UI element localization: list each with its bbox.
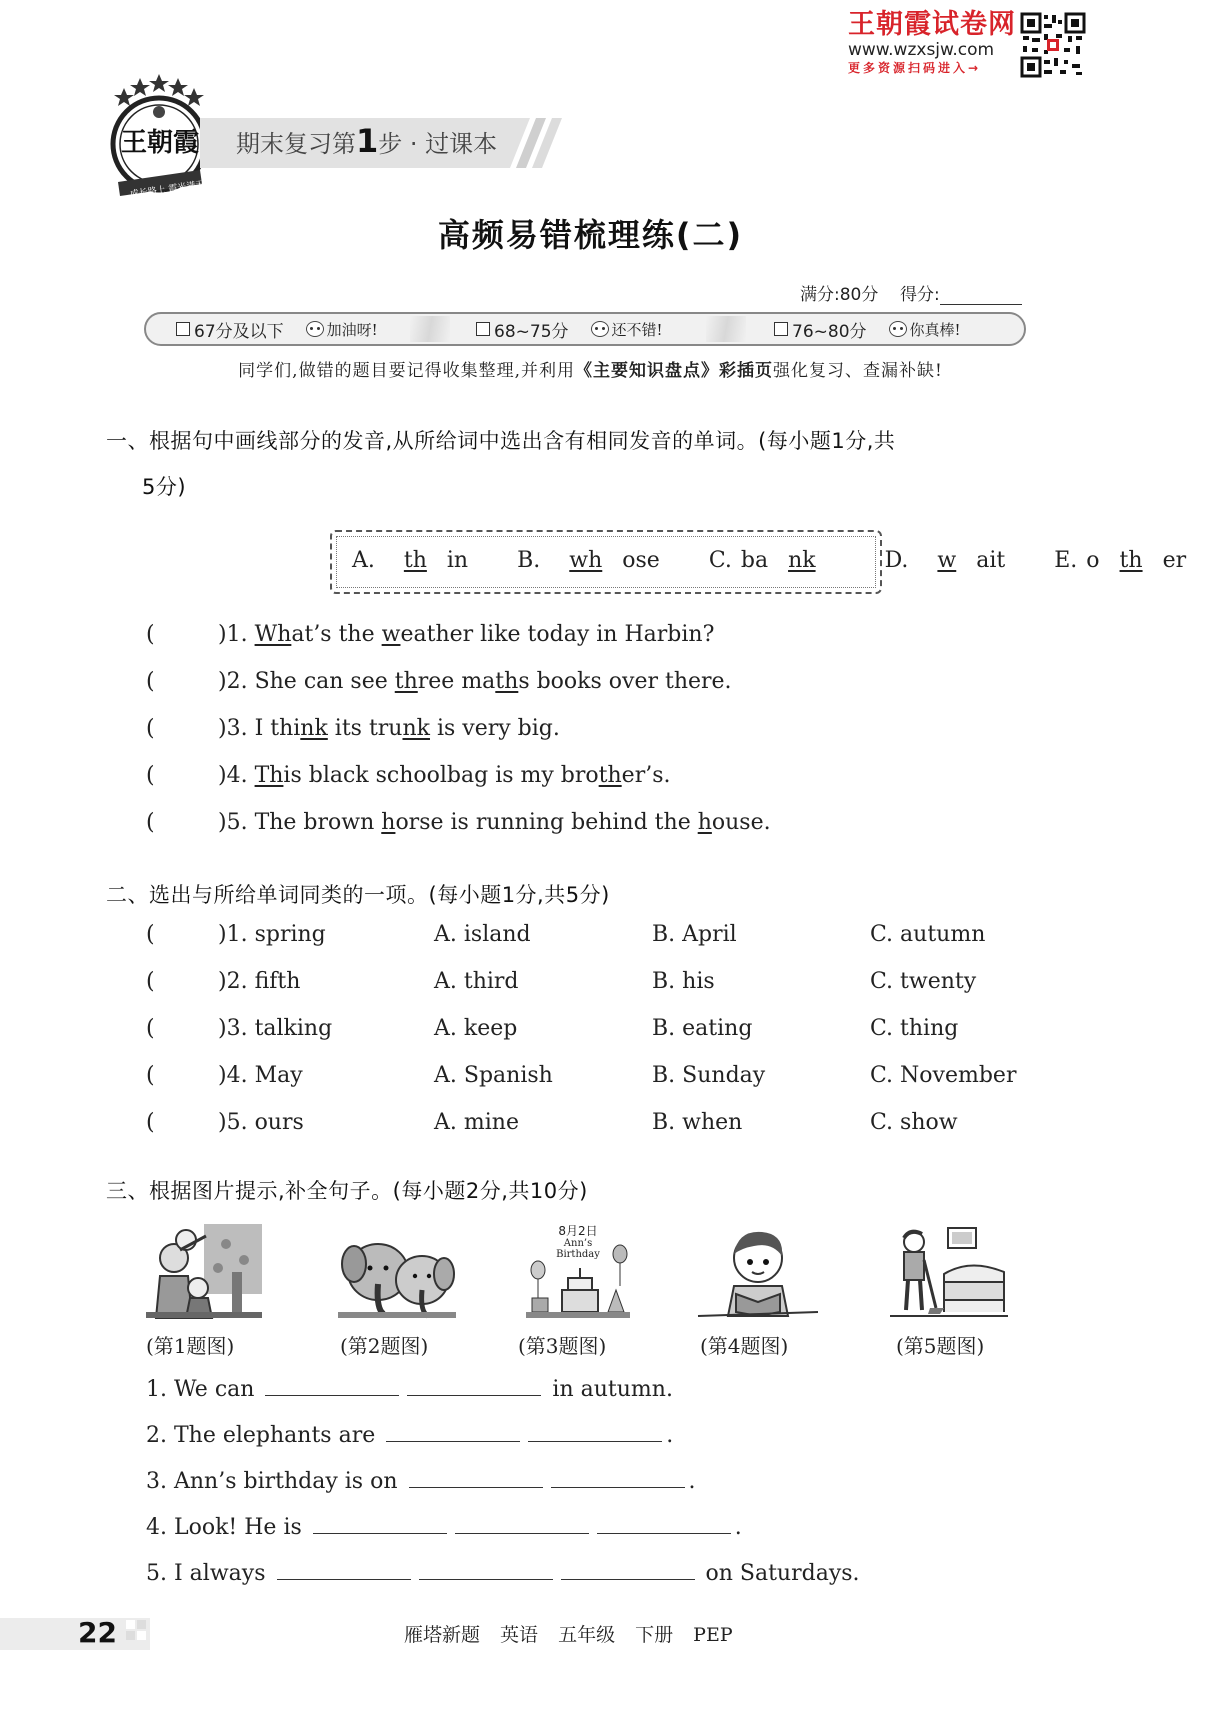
- banner-pre: 期末复习第: [236, 130, 356, 158]
- banner-text: [236, 124, 497, 161]
- answer-paren[interactable]: (: [146, 969, 155, 994]
- logo-ribbon: 成长路上 霞光满天: [129, 179, 205, 201]
- s3-sentence-3: 3. Ann’s birthday is on .: [146, 1466, 696, 1497]
- s1-question-2: ( )2. She can see three maths books over there.: [146, 667, 732, 697]
- bar-divider: [706, 316, 746, 342]
- birthday-picture: [526, 1224, 630, 1318]
- page-title: 高频易错梳理练(二): [437, 216, 744, 254]
- brand-block: [848, 10, 1038, 76]
- calendar-line1: Ann’s: [563, 1238, 593, 1249]
- score-blank[interactable]: [940, 287, 1022, 305]
- option-b: B. April: [652, 922, 737, 947]
- brand-more: 更多资源扫码进入→: [848, 61, 982, 75]
- face-icon: [591, 321, 609, 337]
- score-level-message: 你真棒!: [909, 320, 961, 339]
- score-label: 得分:: [899, 285, 940, 305]
- footer-squares-icon: [124, 1618, 148, 1648]
- s3-sentence-2: 2. The elephants are .: [146, 1420, 673, 1451]
- section3-heading: 三、根据图片提示,补全句子。(每小题2分,共10分): [106, 1179, 588, 1203]
- calendar-line2: Birthday: [556, 1249, 600, 1260]
- note-pre: 同学们,做错的题目要记得收集整理,并利用: [238, 361, 575, 381]
- score-level-range: 67分及以下: [194, 321, 284, 342]
- option-c: C. November: [870, 1063, 1017, 1088]
- s3-sentence-4: 4. Look! He is .: [146, 1512, 742, 1543]
- face-icon: [889, 321, 907, 337]
- sweeping-floor-picture: [890, 1224, 1008, 1318]
- s3-sentence-1: 1. We can in autumn.: [146, 1374, 673, 1405]
- footer-text: 雁塔新题 英语 五年级 下册 PEP: [404, 1624, 733, 1646]
- note-bold: 《主要知识盘点》彩插页: [574, 361, 773, 381]
- score-level-range: 68~75分: [494, 321, 569, 342]
- choice-e: E. o th er: [1054, 548, 1187, 573]
- item-stem: )3. talking: [218, 1016, 333, 1041]
- picture-caption-4: (第4题图): [700, 1334, 789, 1358]
- full-mark-line: [800, 280, 1022, 305]
- option-a: A. island: [434, 922, 531, 947]
- s1-question-4: ( )4. This black schoolbag is my brother’s.: [146, 761, 670, 791]
- s1-question-5: ( )5. The brown horse is running behind the house.: [146, 808, 771, 838]
- picture-caption-5: (第5题图): [896, 1334, 985, 1358]
- answer-paren[interactable]: (: [146, 1110, 155, 1135]
- answer-paren[interactable]: (: [146, 622, 155, 647]
- qr-code-icon: [1020, 12, 1086, 78]
- choice-c: C. ba nk: [708, 548, 816, 573]
- score-level-checkbox[interactable]: [774, 322, 788, 336]
- s3-sentence-5: 5. I always on Saturdays.: [146, 1558, 860, 1589]
- picture-caption-3: (第3题图): [518, 1334, 607, 1358]
- section2-heading: 二、选出与所给单词同类的一项。(每小题1分,共5分): [106, 883, 610, 907]
- s1-question-1: ( )1. What’s the weather like today in Harbin?: [146, 620, 714, 650]
- choice-b: B. wh ose: [517, 548, 660, 573]
- option-c: C. twenty: [870, 969, 977, 994]
- option-a: A. third: [434, 969, 519, 994]
- choice-a: A. th in: [352, 548, 469, 573]
- option-c: C. autumn: [870, 922, 986, 947]
- answer-paren[interactable]: (: [146, 1063, 155, 1088]
- item-stem: )1. spring: [218, 922, 326, 947]
- answer-paren[interactable]: (: [146, 810, 155, 835]
- picture-caption-1: (第1题图): [146, 1334, 235, 1358]
- banner-post: 步 · 过课本: [378, 130, 498, 158]
- apple-picking-picture: [146, 1224, 262, 1318]
- score-level-message: 加油呀!: [326, 320, 378, 339]
- answer-paren[interactable]: (: [146, 922, 155, 947]
- instruction-note: [0, 356, 1181, 381]
- boy-reading-picture: [698, 1224, 818, 1318]
- score-level-bar: [144, 312, 1026, 346]
- answer-paren[interactable]: (: [146, 716, 155, 741]
- logo-text: 王朝霞: [120, 128, 199, 158]
- option-b: B. Sunday: [652, 1063, 766, 1088]
- option-b: B. his: [652, 969, 715, 994]
- brand-name: 王朝霞试卷网: [848, 9, 1016, 40]
- option-a: A. Spanish: [434, 1063, 553, 1088]
- item-stem: )2. fifth: [218, 969, 301, 994]
- word-choice-box: [330, 530, 1187, 594]
- option-b: B. when: [652, 1110, 743, 1135]
- answer-blank[interactable]: [407, 1374, 541, 1396]
- option-c: C. show: [870, 1110, 958, 1135]
- score-level-1: [176, 314, 378, 344]
- answer-paren[interactable]: (: [146, 763, 155, 788]
- option-b: B. eating: [652, 1016, 753, 1041]
- choice-d: D. w ait: [884, 548, 1006, 573]
- score-level-3: [774, 314, 961, 344]
- answer-blank[interactable]: [561, 1558, 695, 1580]
- elephants-picture: [338, 1224, 456, 1318]
- answer-blank[interactable]: [551, 1466, 685, 1488]
- answer-blank[interactable]: [265, 1374, 399, 1396]
- item-stem: )4. May: [218, 1063, 303, 1088]
- answer-blank[interactable]: [419, 1558, 553, 1580]
- item-stem: )5. ours: [218, 1110, 304, 1135]
- section1-heading-line2: 5分): [142, 475, 187, 499]
- full-mark-label: 满分:80分: [800, 285, 879, 305]
- answer-blank[interactable]: [386, 1420, 520, 1442]
- answer-blank[interactable]: [597, 1512, 731, 1534]
- option-c: C. thing: [870, 1016, 959, 1041]
- option-a: A. mine: [434, 1110, 519, 1135]
- score-level-2: [476, 314, 663, 344]
- score-level-checkbox[interactable]: [176, 322, 190, 336]
- answer-blank[interactable]: [277, 1558, 411, 1580]
- calendar-date: 8月2日: [558, 1224, 598, 1238]
- bar-divider: [410, 316, 450, 342]
- s1-question-3: ( )3. I think its trunk is very big.: [146, 714, 560, 744]
- answer-paren[interactable]: (: [146, 1016, 155, 1041]
- answer-blank[interactable]: [409, 1466, 543, 1488]
- note-post: 强化复习、查漏补缺!: [772, 361, 943, 381]
- banner-step-number: 1: [356, 122, 379, 160]
- page-number: 22: [78, 1616, 117, 1649]
- answer-blank[interactable]: [455, 1512, 589, 1534]
- face-icon: [306, 321, 324, 337]
- brand-url: www.wzxsjw.com: [848, 40, 995, 60]
- score-level-checkbox[interactable]: [476, 322, 490, 336]
- option-a: A. keep: [434, 1016, 518, 1041]
- answer-paren[interactable]: (: [146, 669, 155, 694]
- section1-heading-line1: 一、根据句中画线部分的发音,从所给词中选出含有相同发音的单词。(每小题1分,共: [106, 429, 896, 453]
- answer-blank[interactable]: [313, 1512, 447, 1534]
- score-level-message: 还不错!: [611, 320, 663, 339]
- word-choices: [332, 548, 1187, 573]
- answer-blank[interactable]: [528, 1420, 662, 1442]
- picture-caption-2: (第2题图): [340, 1334, 429, 1358]
- score-level-range: 76~80分: [792, 321, 867, 342]
